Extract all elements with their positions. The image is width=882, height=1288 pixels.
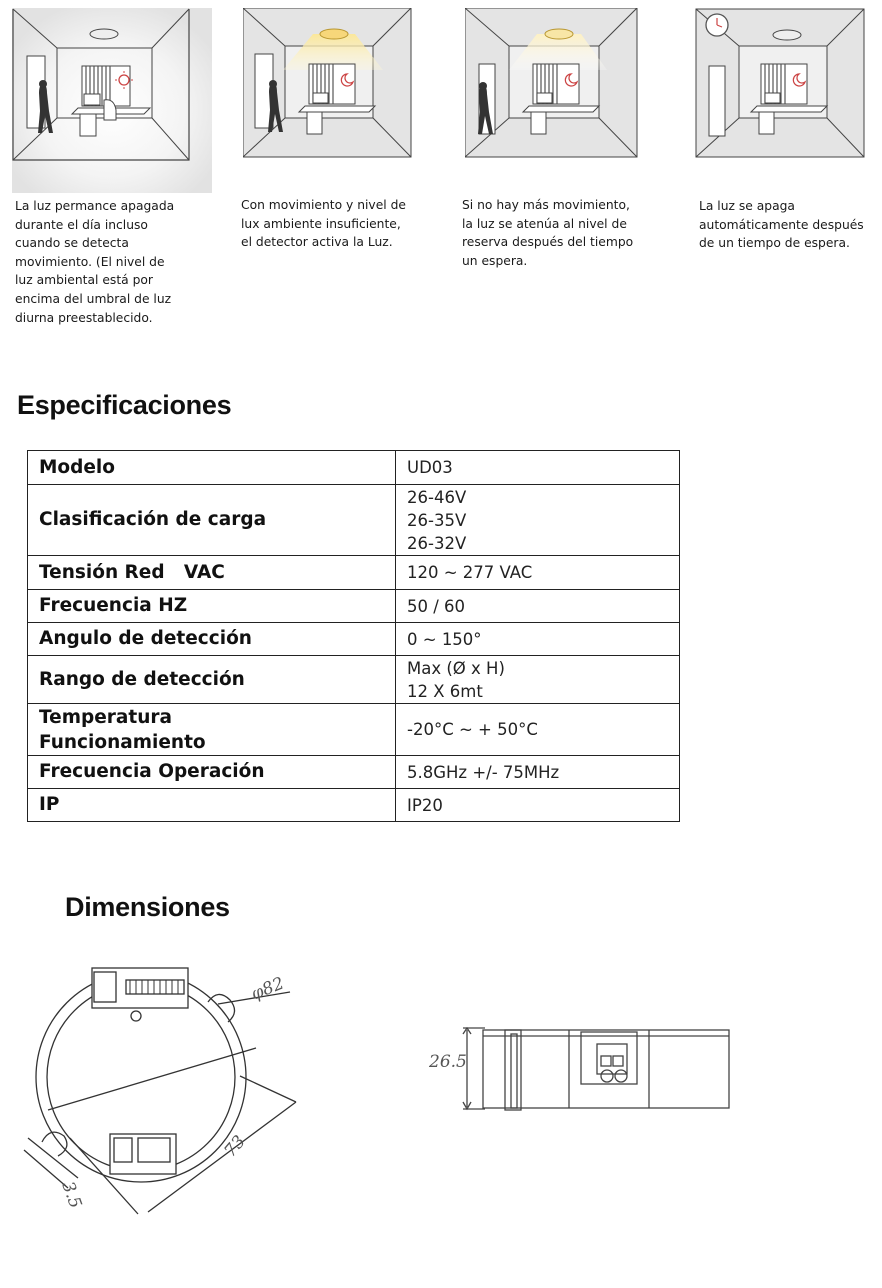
scene-4-caption: La luz se apaga automáticamente después de un tiempo de espera. [699, 199, 864, 251]
spec-label: Tensión Red VAC [28, 556, 396, 590]
table-row [28, 756, 680, 789]
scene-2-caption: Con movimiento y nivel de lux ambiente insuficiente, el detector activa la Luz. [241, 198, 406, 250]
spec-label: Angulo de detección [28, 623, 396, 656]
width-dim-label: 73 [220, 1131, 250, 1162]
table-row [28, 485, 680, 556]
spec-value: 0 ~ 150° [396, 623, 680, 656]
top-view-drawing [18, 962, 318, 1237]
scenes-strip [0, 0, 882, 340]
specs-table [27, 450, 680, 822]
spec-value: 50 / 60 [396, 590, 680, 623]
scene-2-illustration [243, 8, 413, 160]
spec-label: Frecuencia Operación [28, 756, 396, 789]
spec-value: -20°C ~ + 50°C [396, 704, 680, 756]
spec-label: Temperatura Funcionamiento [28, 704, 396, 756]
spec-value: Max (Ø x H) 12 X 6mt [396, 656, 680, 704]
specs-title: Especificaciones [17, 390, 232, 420]
spec-value: 120 ~ 277 VAC [396, 556, 680, 590]
spec-value: IP20 [396, 789, 680, 822]
spec-label: IP [28, 789, 396, 822]
spec-value: UD03 [396, 451, 680, 485]
table-row [28, 590, 680, 623]
side-view-drawing [425, 1020, 745, 1125]
spec-label: Modelo [28, 451, 396, 485]
scene-4-illustration [695, 8, 867, 160]
scene-3-illustration [465, 8, 639, 160]
spec-label: Clasificación de carga [28, 485, 396, 556]
scene-1-illustration [12, 8, 212, 193]
table-row [28, 623, 680, 656]
spec-label: Frecuencia HZ [28, 590, 396, 623]
spec-value: 26-46V 26-35V 26-32V [396, 485, 680, 556]
diameter-label: φ82 [248, 973, 287, 1005]
height-dim-label: 26.5 [429, 1052, 467, 1072]
scene-3-caption: Si no hay más movimiento, la luz se atenúa al nivel de reserva después del tiempo un espera. [462, 198, 634, 268]
table-row [28, 789, 680, 822]
table-row [28, 451, 680, 485]
spec-value: 5.8GHz +/- 75MHz [396, 756, 680, 789]
dimensions-title: Dimensiones [65, 892, 230, 922]
scene-1-caption: La luz permance apagada durante el día incluso cuando se detecta movimiento. (El nivel de luz ambiental está por encima del umbral de luz diurna preestablecido. [15, 199, 175, 325]
table-row [28, 656, 680, 704]
clock-icon [706, 14, 728, 36]
spec-label: Rango de detección [28, 656, 396, 704]
table-row [28, 556, 680, 590]
small-dim-label: 3.5 [57, 1178, 86, 1212]
table-row [28, 704, 680, 756]
